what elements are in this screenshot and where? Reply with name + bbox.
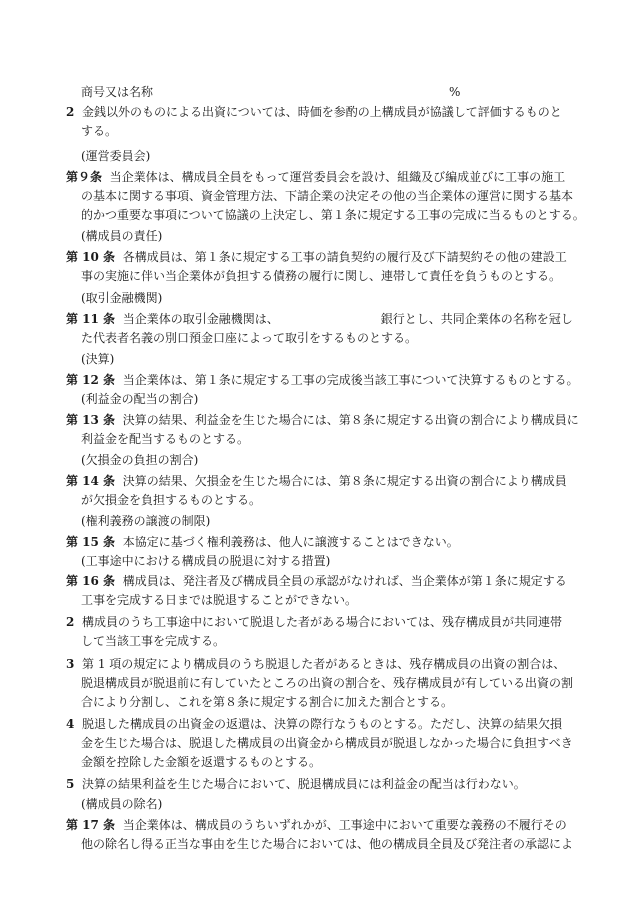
art16-line1: 第 16 条 構成員は、発注者及び構成員全員の承認がなければ、当企業体が第１条に規定する <box>66 574 567 588</box>
art9-heading: (運営委員会) <box>81 149 151 163</box>
art11-line1: 第 11 条 当企業体の取引金融機関は、 銀行とし、共同企業体の名称を冠し <box>66 312 573 326</box>
para-number: 5 <box>66 777 75 791</box>
art13-heading: (利益金の配当の割合) <box>81 392 199 406</box>
article-number: 第９条 <box>66 170 103 184</box>
art9-line3: 的かつ重要な事項について協議の上決定し、第１条に規定する工事の完成に当るものとする。 <box>81 208 585 222</box>
art15-heading: (権利義務の譲渡の制限) <box>81 514 211 528</box>
art16-para3-line1: 3 第 1 項の規定により構成員のうち脱退した者があるときは、残存構成員の出資の割合は、 <box>66 657 566 671</box>
art17-line2: 他の除名し得る正当な事由を生じた場合においては、他の構成員全員及び発注者の承認によ <box>81 837 574 851</box>
para-number: 2 <box>66 105 75 119</box>
art14-line1: 第 14 条 決算の結果、欠損金を生じた場合には、第８条に規定する出資の割合により構成員 <box>66 474 567 488</box>
article-number: 第 17 条 <box>66 818 116 832</box>
para-number: 4 <box>66 717 75 731</box>
article-number: 第 14 条 <box>66 474 116 488</box>
art17-line1: 第 17 条 当企業体は、構成員のうちいずれかが、工事途中において重要な義務の不履行その <box>66 818 567 832</box>
art12-line1: 第 12 条 当企業体は、第１条に規定する工事の完成後当該工事について決算するものとする。 <box>66 373 579 387</box>
art16-para3-line3: 合により分割し、これを第８条に規定する割合に加えた割合とする。 <box>81 695 454 709</box>
art14-heading: (欠損金の負担の割合) <box>81 453 199 467</box>
art14-line2: が欠損金を負担するものとする。 <box>81 493 262 507</box>
art16-para5-line1: 5 決算の結果利益を生じた場合において、脱退構成員には利益金の配当は行わない。 <box>66 777 526 791</box>
art11-heading: (取引金融機関) <box>81 291 163 305</box>
art16-para3-line2: 脱退構成員が脱退前に有していたところの出資の割合を、残存構成員が有している出資の割 <box>81 676 574 690</box>
article-number: 第 15 条 <box>66 535 116 549</box>
art9-line2: の基本に関する事項、資金管理方法、下請企業の決定その他の当企業体の運営に関する基本 <box>81 189 574 203</box>
art16-para4-line1: 4 脱退した構成員の出資金の返還は、決算の際行なうものとする。ただし、決算の結果欠損 <box>66 717 563 731</box>
art16-para4-line3: 金額を控除した金額を返還するものとする。 <box>81 755 322 769</box>
article-number: 第 13 条 <box>66 413 116 427</box>
art16-para2-line2: して当該工事を完成する。 <box>81 634 226 648</box>
art15-line1: 第 15 条 本協定に基づく権利義務は、他人に譲渡することはできない。 <box>66 535 459 549</box>
art8-para2-line1: 2 金銭以外のものによる出資については、時価を参酌の上構成員が協議して評価するものと <box>66 105 562 119</box>
art16-heading: (工事途中における構成員の脱退に対する措置) <box>81 554 331 568</box>
para-number: 2 <box>66 615 75 629</box>
art11-line2: た代表者名義の別口預金口座によって取引をするものとする。 <box>81 331 418 345</box>
art12-heading: (決算) <box>81 352 115 366</box>
company-name-label: 商号又は名称 <box>81 85 154 99</box>
art17-heading: (構成員の除名) <box>81 797 163 811</box>
article-number: 第 12 条 <box>66 373 116 387</box>
art13-line2: 利益金を配当するものとする。 <box>81 432 250 446</box>
art13-line1: 第 13 条 決算の結果、利益金を生じた場合には、第８条に規定する出資の割合により構成員に <box>66 413 579 427</box>
company-name-line <box>81 84 153 100</box>
art10-line2: 事の実施に伴い当企業体が負担する債務の履行に関し、連帯して責任を負うものとする。 <box>81 269 562 283</box>
art10-line1: 第 10 条 各構成員は、第１条に規定する工事の請負契約の履行及び下請契約その他の建設工 <box>66 250 567 264</box>
art9-line1: 第９条 当企業体は、構成員全員をもって運営委員会を設け、組織及び編成並びに工事の施工 <box>66 170 566 184</box>
article-number: 第 11 条 <box>66 312 116 326</box>
art16-para4-line2: 金を生じた場合は、脱退した構成員の出資金から構成員が脱退しなかった場合に負担すべき <box>81 736 573 750</box>
art16-line2: 工事を完成する日までは脱退することができない。 <box>81 593 358 607</box>
art16-para2-line1: 2 構成員のうち工事途中において脱退した者がある場合においては、残存構成員が共同連帯 <box>66 615 563 629</box>
para-number: 3 <box>66 657 75 671</box>
article-number: 第 10 条 <box>66 250 116 264</box>
article-number: 第 16 条 <box>66 574 116 588</box>
art8-para2-line2: する。 <box>81 124 118 138</box>
percent-sign: % <box>449 85 461 99</box>
art10-heading: (構成員の責任) <box>81 229 163 243</box>
